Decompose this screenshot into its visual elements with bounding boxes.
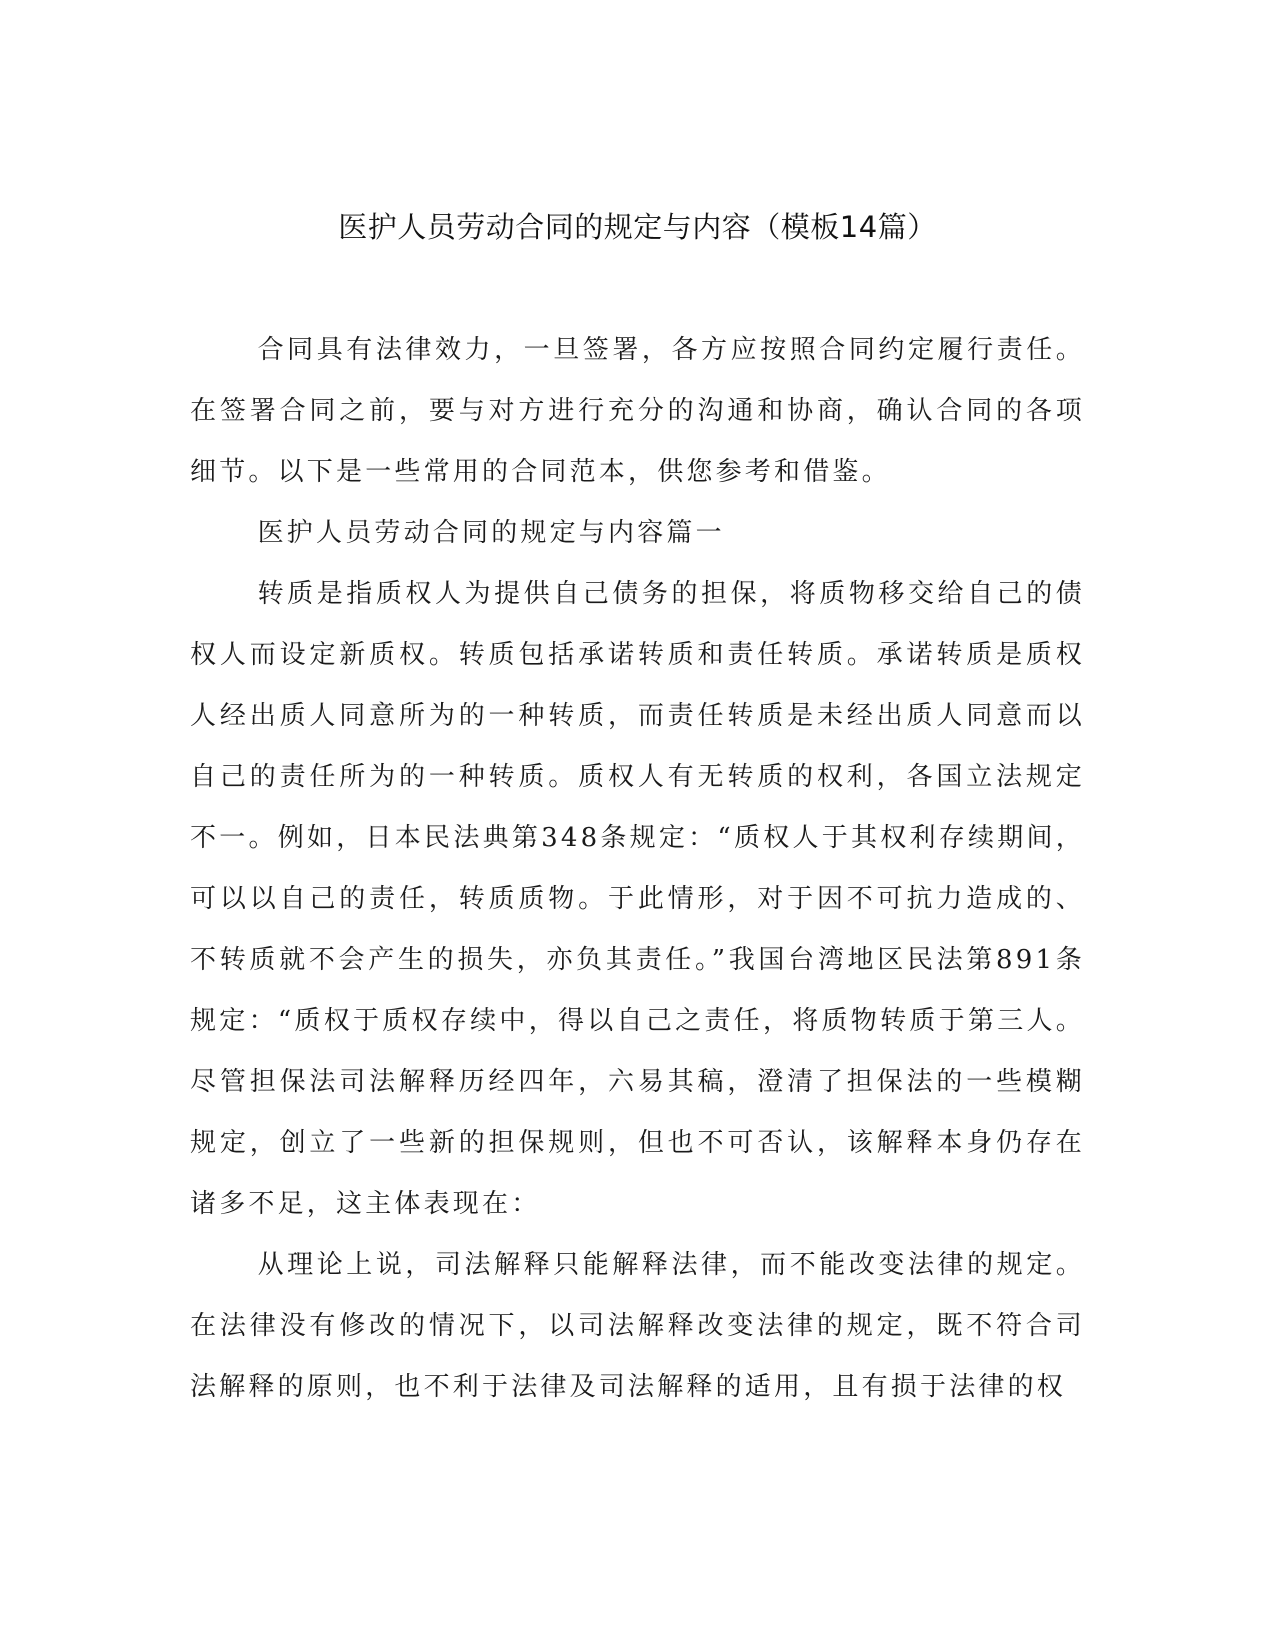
section-heading: 医护人员劳动合同的规定与内容篇一 — [257, 518, 725, 548]
document-body — [190, 320, 1085, 1418]
body-paragraph-1: 转质是指质权人为提供自己债务的担保，将质物移交给自己的债权人而设定新质权。转质包括承诺转质和责任转质。承诺转质是质权人经出质人同意所为的一种转质，而责任转质是未经出质人同意而以自己的责任所为的一种转质。质权人有无转质的权利，各国立法规定不一。例如，日本民法典第348条规定：“质权人于其权利存续期间，可以以自己的责任，转质质物。于此情形，对于因不可抗力造成的、不转质就不会产生的损失，亦负其责任。”我国台湾地区民法第891条规定：“质权于质权存续中，得以自己之责任，将质物转质于第三人。尽管担保法司法解释历经四年，六易其稿，澄清了担保法的一些模糊规定，创立了一些新的担保规则，但也不可否认，该解释本身仍存在诸多不足，这主体表现在： — [190, 579, 1085, 1219]
body-paragraph-2: 从理论上说，司法解释只能解释法律，而不能改变法律的规定。在法律没有修改的情况下，以司法解释改变法律的规定，既不符合司法解释的原则，也不利于法律及司法解释的适用，且有损于法律的权 — [190, 1250, 1085, 1402]
document-title: 医护人员劳动合同的规定与内容（模板14篇） — [338, 210, 937, 244]
intro-paragraph: 合同具有法律效力，一旦签署，各方应按照合同约定履行责任。在签署合同之前，要与对方进行充分的沟通和协商，确认合同的各项细节。以下是一些常用的合同范本，供您参考和借鉴。 — [190, 335, 1085, 487]
